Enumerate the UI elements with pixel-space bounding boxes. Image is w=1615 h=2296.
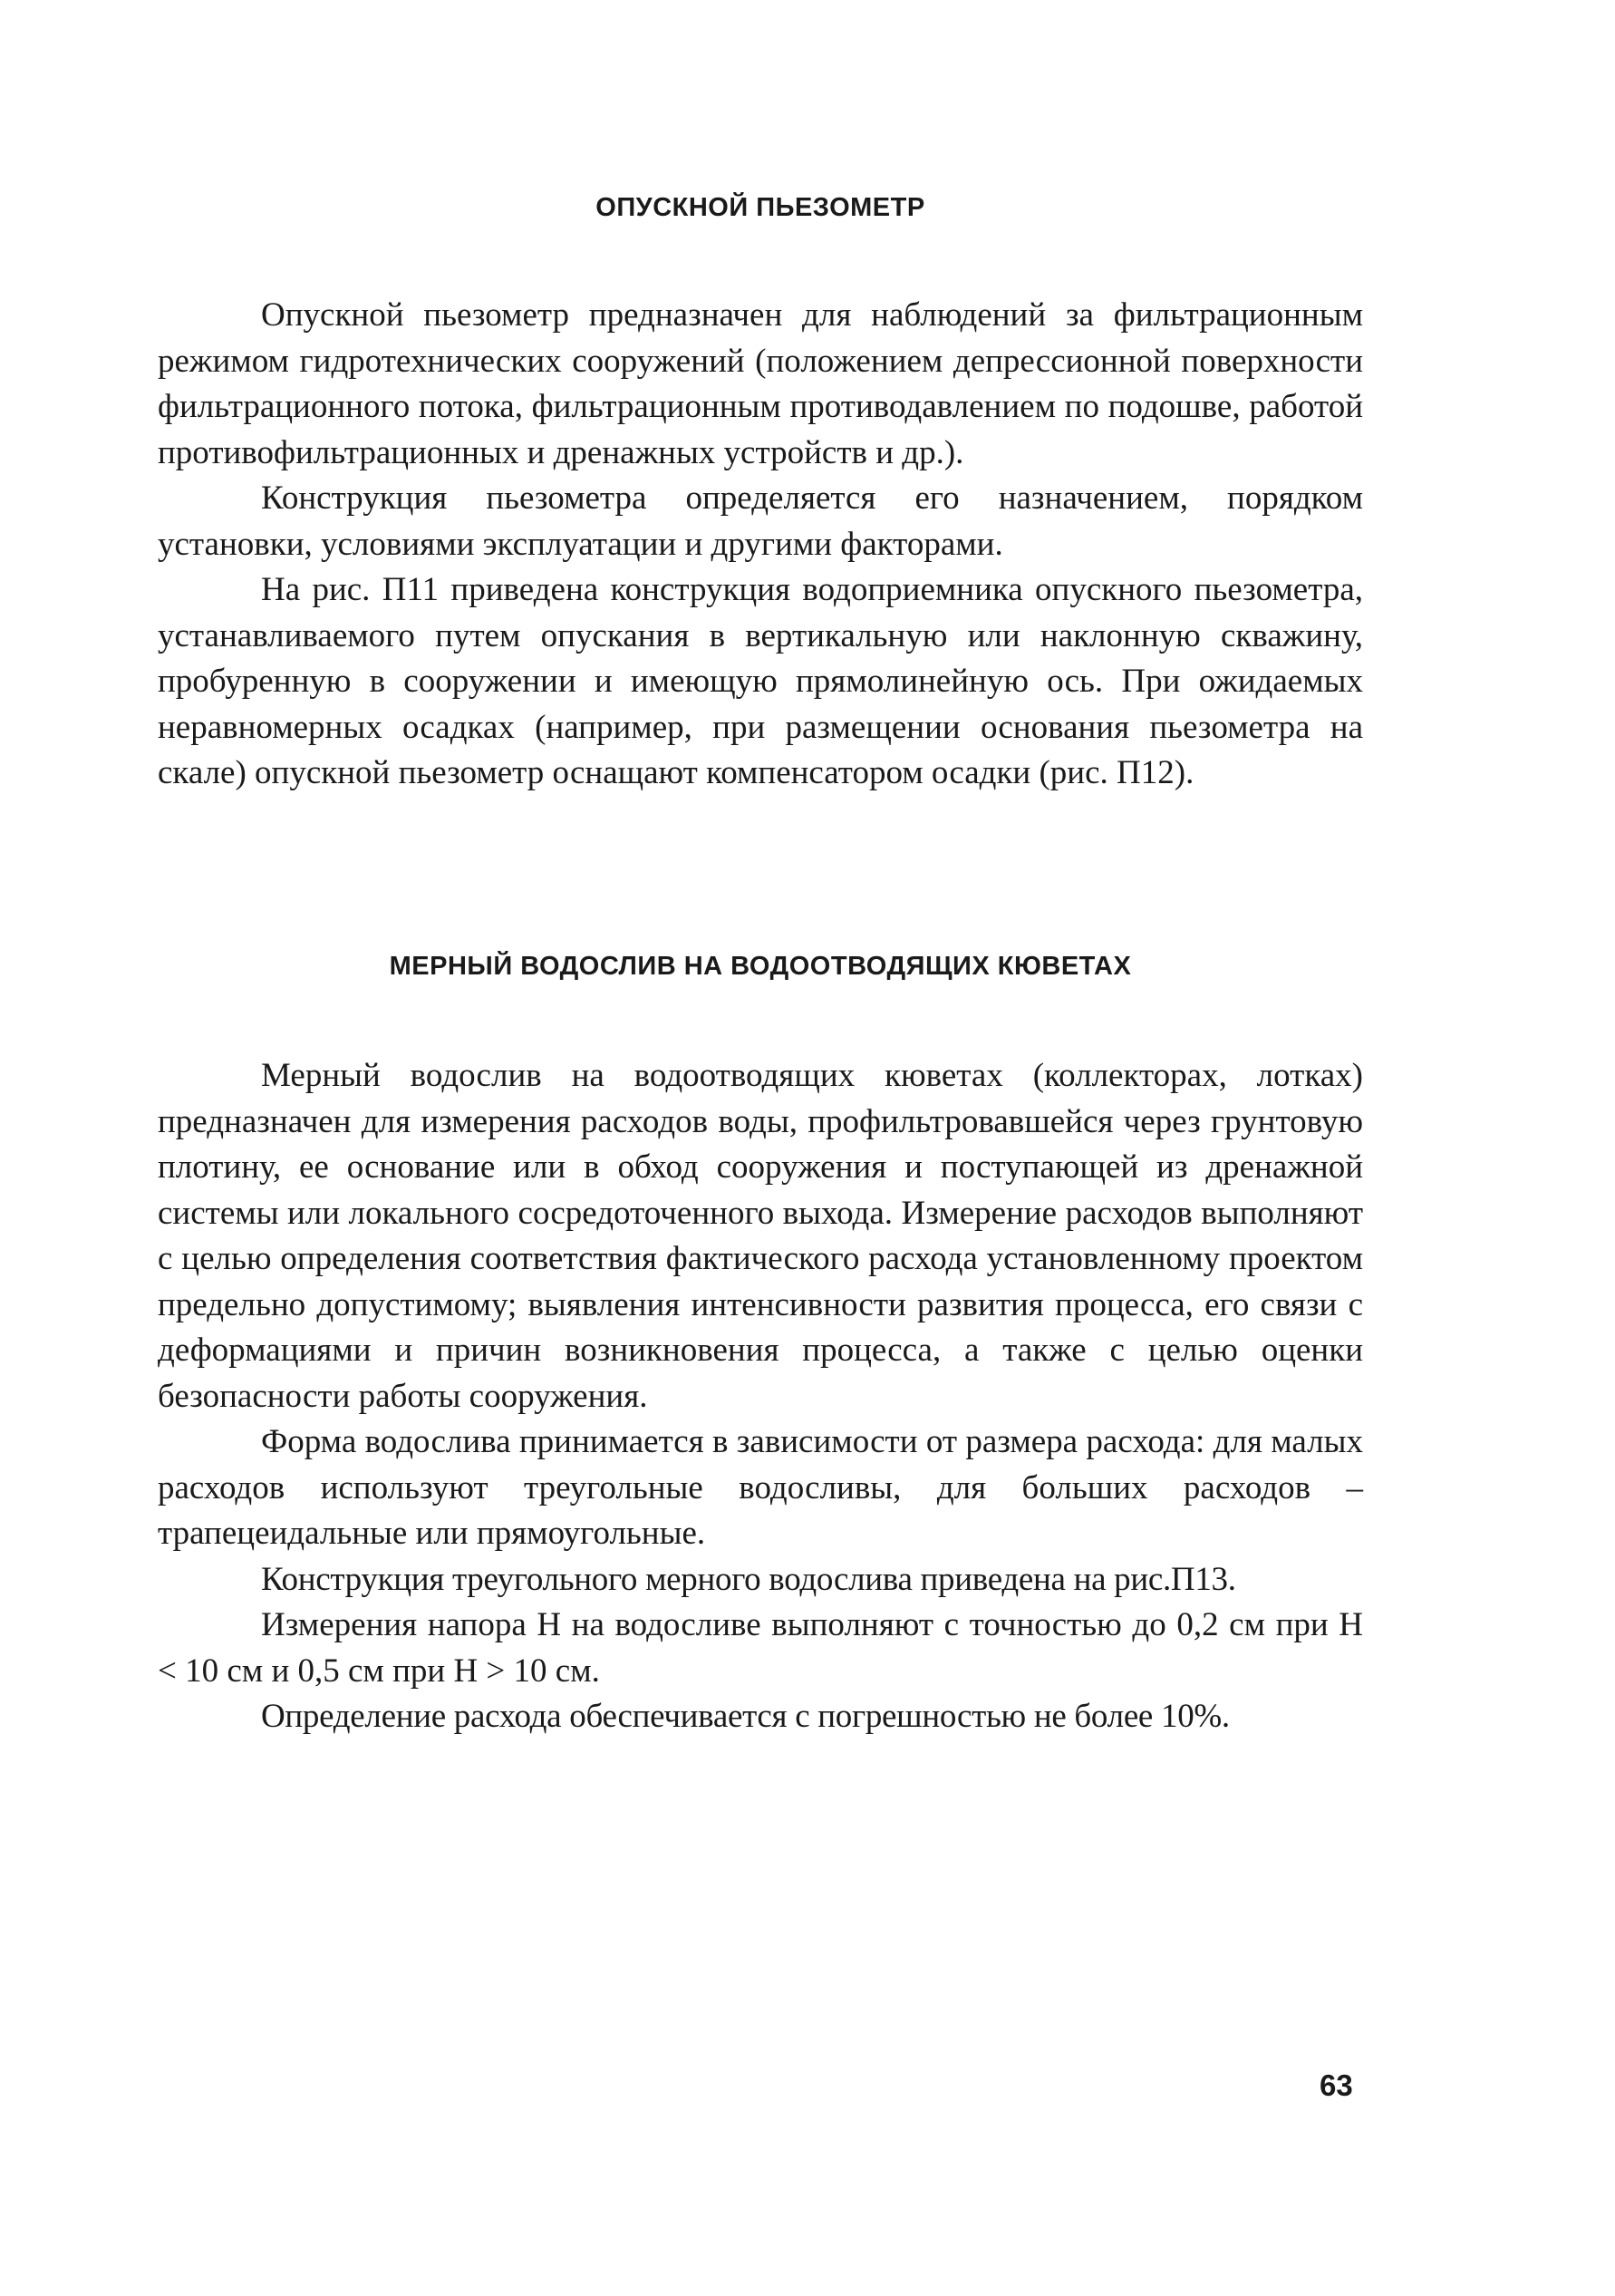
paragraph: Опускной пьезометр предназначен для наблюдений за фильтрационным режимом гидротехнических сооружений (положением депрессионной поверхности фильтрационного потока, фильтрационным противодавлением по подошве, работой противофильтрационных и дренажных устройств и др.). [158, 296, 1363, 471]
paragraph: На рис. П11 приведена конструкция водоприемника опускного пьезометра, устанавливаемого путем опускания в вертикальную или наклонную скважину, пробуренную в сооружении и имеющую прямолинейную ось. При ожидаемых неравномерных осадках (например, при размещении основания пьезометра на скале) опускной пьезометр оснащают компенсатором осадки (рис. П12). [158, 571, 1363, 791]
paragraph: Мерный водослив на водоотводящих кюветах (коллекторах, лотках) предназначен для измерения расходов воды, профильтровавшейся через грунтовую плотину, ее основание или в обход сооружения и поступающей из дренажной системы или локального сосредоточенного выхода. Измерение расходов выполняют с целью определения соответствия фактического расхода установленному проектом предельно допустимому; выявления интенсивности развития процесса, его связи с деформациями и причин возникновения процесса, а также с целью оценки безопасности работы сооружения. [158, 1057, 1363, 1415]
paragraph: Конструкция пьезометра определяется его назначением, порядком установки, условиями эксплуатации и другими факторами. [158, 480, 1363, 563]
section-heading-piezometer: ОПУСКНОЙ ПЬЕЗОМЕТР [595, 193, 925, 222]
section-body-weir [158, 1053, 1363, 1740]
section-heading-weir: МЕРНЫЙ ВОДОСЛИВ НА ВОДООТВОДЯЩИХ КЮВЕТАХ [389, 952, 1132, 981]
paragraph: Конструкция треугольного мерного водослива приведена на рис.П13. [261, 1560, 1236, 1598]
page-number: 63 [1320, 2068, 1353, 2102]
paragraph: Определение расхода обеспечивается с погрешностью не более 10%. [261, 1698, 1230, 1735]
paragraph: Форма водослива принимается в зависимости от размера расхода: для малых расходов используют треугольные водосливы, для больших расходов – трапецеидальные или прямоугольные. [158, 1423, 1363, 1552]
section-body-piezometer [158, 293, 1363, 797]
paragraph: Измерения напора H на водосливе выполняют с точностью до 0,2 см при H < 10 см и 0,5 см при H > 10 см. [158, 1606, 1363, 1690]
